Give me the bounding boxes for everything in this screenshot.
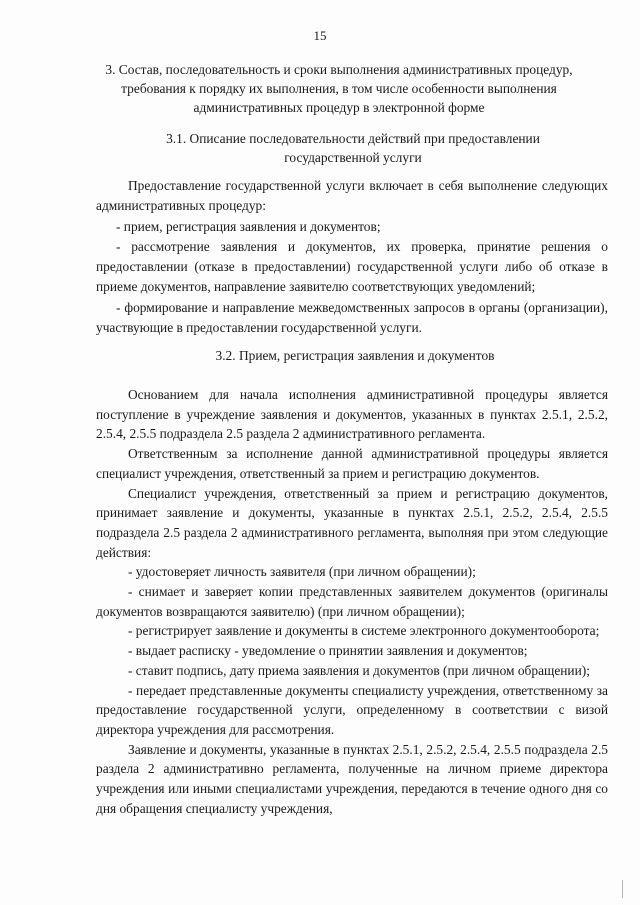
subsection-heading-3-2: 3.2. Прием, регистрация заявления и документов — [215, 348, 495, 363]
list-item: - прием, регистрация заявления и документов; — [116, 218, 381, 234]
list-item: - регистрирует заявление и документы в системе электронного документооборота; — [128, 623, 600, 639]
scan-margin-mark — [622, 880, 623, 898]
list-item: - ставит подпись, дату приема заявления и документов (при личном обращении); — [128, 662, 590, 678]
paragraph: Основанием для начала исполнения административной процедуры является поступление в учреждение заявления и документов, указанных в пунктах 2.5.1, 2.5.2, 2.5.4, 2.5.5 подраздела 2.5 раздела 2 административного регламента. — [96, 387, 608, 442]
list-item: - снимает и заверяет копии представленных заявителем документов (оригиналы документов возвращаются заявителю) (при личном обращении); — [96, 584, 608, 619]
list-item: - удостоверяет личность заявителя (при личном обращении); — [128, 564, 476, 580]
paragraph: Предоставление государственной услуги включает в себя выполнение следующих административных процедур: — [96, 178, 608, 214]
subsection-heading-3-1: 3.1. Описание последовательности действий при предоставлении государственной услуги — [166, 131, 540, 165]
page-number: 15 — [313, 28, 327, 43]
list-item: - передает представленные документы специалисту учреждения, ответственному за предоставление государственной услуги, определенному в соответствии с визой директора учреждения для рассмотрения. — [96, 682, 608, 737]
paragraph: Специалист учреждения, ответственный за прием и регистрацию документов, принимает заявление и документы, указанные в пунктах 2.5.1, 2.5.2, 2.5.4, 2.5.5 подраздела 2.5 раздела 2 административного регламента, выполняя при этом следующие действия: — [96, 485, 608, 560]
section-3-2-body — [96, 385, 608, 818]
paragraph: Ответственным за исполнение данной административной процедуры является специалист учреждения, ответственный за прием и регистрацию документов. — [96, 446, 608, 481]
paragraph: Заявление и документы, указанные в пунктах 2.5.1, 2.5.2, 2.5.4, 2.5.5 подраздела 2.5 раздела 2 административно регламента, полученные на личном приеме директора учреждения или иными специалистами учреждения, передаются в течение одного дня со дня обращения специалисту учреждения, — [96, 741, 608, 816]
list-item: - рассмотрение заявления и документов, их проверка, принятие решения о предоставлении (отказе в предоставлении) государственной услуги либо об отказе в приеме документов, направление заявителю соответствующих уведомлений; — [96, 238, 608, 295]
section-heading-3: 3. Состав, последовательность и сроки выполнения административных процедур, требования к порядку их выполнения, в том числе особенности выполнения административных процедур в электронной форме — [105, 62, 573, 115]
list-item: - формирование и направление межведомственных запросов в органы (организации), участвующие в предоставлении государственной услуги. — [96, 299, 608, 336]
section-3-1-body — [96, 176, 608, 338]
list-item: - выдает расписку - уведомление о принятии заявления и документов; — [128, 643, 528, 659]
